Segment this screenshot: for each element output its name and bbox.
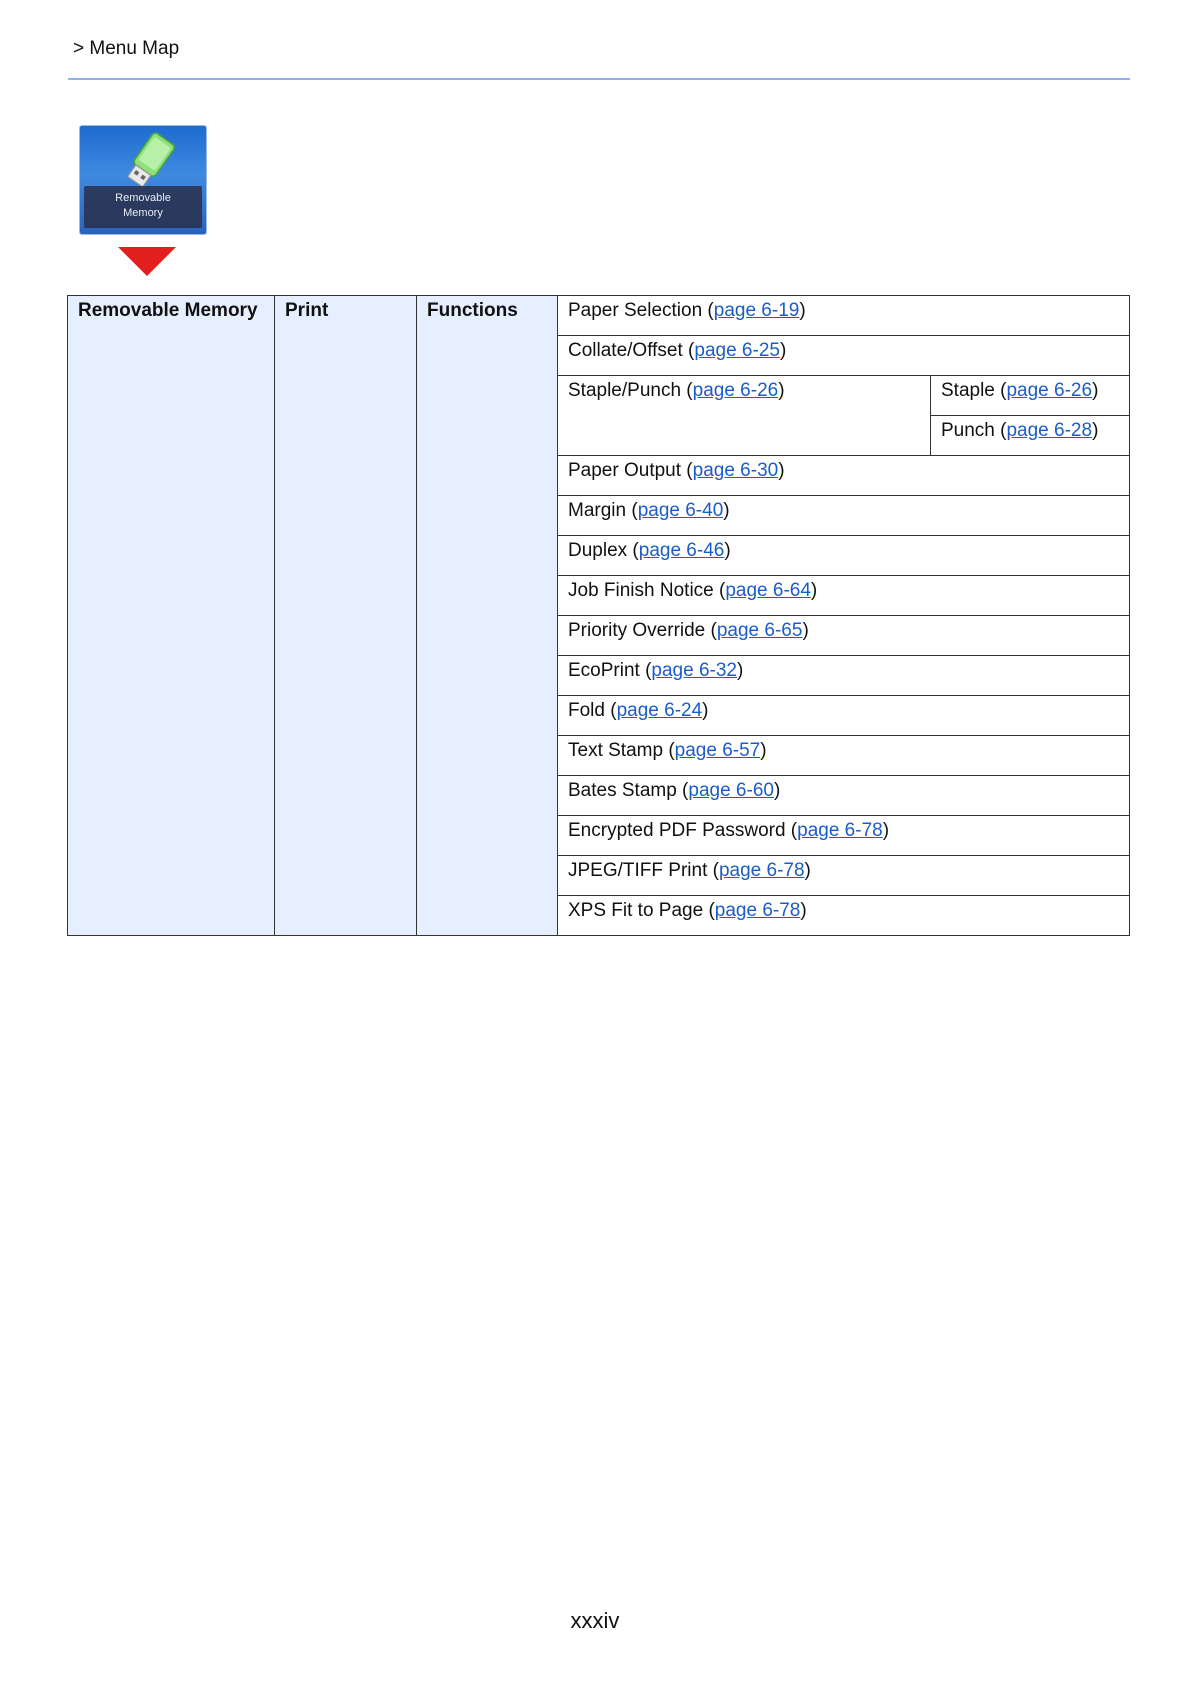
- item-label: Job Finish Notice: [568, 580, 714, 601]
- usb-drive-icon: [114, 132, 184, 192]
- print-cell: Print: [275, 296, 417, 936]
- item-label: Text Stamp: [568, 740, 664, 761]
- menu-map-table: [67, 295, 1130, 936]
- function-item: EcoPrint (page 6-32): [558, 656, 1130, 696]
- item-label: Paper Selection: [568, 300, 703, 321]
- item-label: XPS Fit to Page: [568, 900, 704, 921]
- item-label: JPEG/TIFF Print: [568, 860, 708, 881]
- page-link[interactable]: page 6-24: [616, 700, 703, 721]
- item-label: Fold: [568, 700, 605, 721]
- item-label: Staple: [941, 380, 995, 401]
- item-label: Margin: [568, 500, 627, 521]
- item-label: Collate/Offset: [568, 340, 683, 361]
- function-item: JPEG/TIFF Print (page 6-78): [558, 856, 1130, 896]
- function-item: Encrypted PDF Password (page 6-78): [558, 816, 1130, 856]
- page-link[interactable]: page 6-78: [714, 900, 801, 921]
- function-item: XPS Fit to Page (page 6-78): [558, 896, 1130, 936]
- icon-label: Removable Memory: [84, 186, 202, 228]
- item-label: Punch: [941, 420, 995, 441]
- function-item: Paper Selection (page 6-19): [558, 296, 1130, 336]
- function-item: Staple/Punch (page 6-26): [558, 376, 931, 456]
- page-link[interactable]: page 6-78: [718, 860, 805, 881]
- removable-memory-cell: Removable Memory: [68, 296, 275, 936]
- item-label: EcoPrint: [568, 660, 640, 681]
- function-item: Duplex (page 6-46): [558, 536, 1130, 576]
- item-label: Bates Stamp: [568, 780, 677, 801]
- table-row: [68, 296, 1130, 336]
- page-link[interactable]: page 6-40: [637, 500, 724, 521]
- page-link[interactable]: page 6-25: [694, 340, 780, 361]
- function-item: Priority Override (page 6-65): [558, 616, 1130, 656]
- page-link[interactable]: page 6-60: [688, 780, 774, 801]
- item-label: Encrypted PDF Password: [568, 820, 786, 841]
- page-link[interactable]: page 6-78: [797, 820, 883, 841]
- item-label: Paper Output: [568, 460, 682, 481]
- function-item: Paper Output (page 6-30): [558, 456, 1130, 496]
- page-link[interactable]: page 6-26: [692, 380, 779, 401]
- down-arrow-icon: [118, 247, 176, 276]
- page-link[interactable]: page 6-65: [716, 620, 803, 641]
- function-item: Margin (page 6-40): [558, 496, 1130, 536]
- page-link[interactable]: page 6-64: [725, 580, 811, 601]
- item-label: Priority Override: [568, 620, 706, 641]
- item-label: Staple/Punch: [568, 380, 682, 401]
- page-number: xxxiv: [570, 1608, 620, 1633]
- removable-memory-button[interactable]: [80, 126, 206, 234]
- page-link[interactable]: page 6-32: [651, 660, 737, 681]
- function-item: Bates Stamp (page 6-60): [558, 776, 1130, 816]
- header-divider: [68, 78, 1130, 80]
- page-link[interactable]: page 6-46: [638, 540, 725, 561]
- functions-cell: Functions: [417, 296, 558, 936]
- sub-function-item: Punch (page 6-28): [931, 416, 1130, 456]
- function-item: Collate/Offset (page 6-25): [558, 336, 1130, 376]
- function-item: Text Stamp (page 6-57): [558, 736, 1130, 776]
- function-item: Fold (page 6-24): [558, 696, 1130, 736]
- item-label: Duplex: [568, 540, 628, 561]
- page-link[interactable]: page 6-28: [1006, 420, 1093, 441]
- page-link[interactable]: page 6-57: [674, 740, 761, 761]
- function-item: Job Finish Notice (page 6-64): [558, 576, 1130, 616]
- sub-function-item: Staple (page 6-26): [931, 376, 1130, 416]
- page-link[interactable]: page 6-26: [1006, 380, 1093, 401]
- page-link[interactable]: page 6-30: [692, 460, 779, 481]
- page-link[interactable]: page 6-19: [713, 300, 800, 321]
- breadcrumb: > Menu Map: [73, 38, 180, 59]
